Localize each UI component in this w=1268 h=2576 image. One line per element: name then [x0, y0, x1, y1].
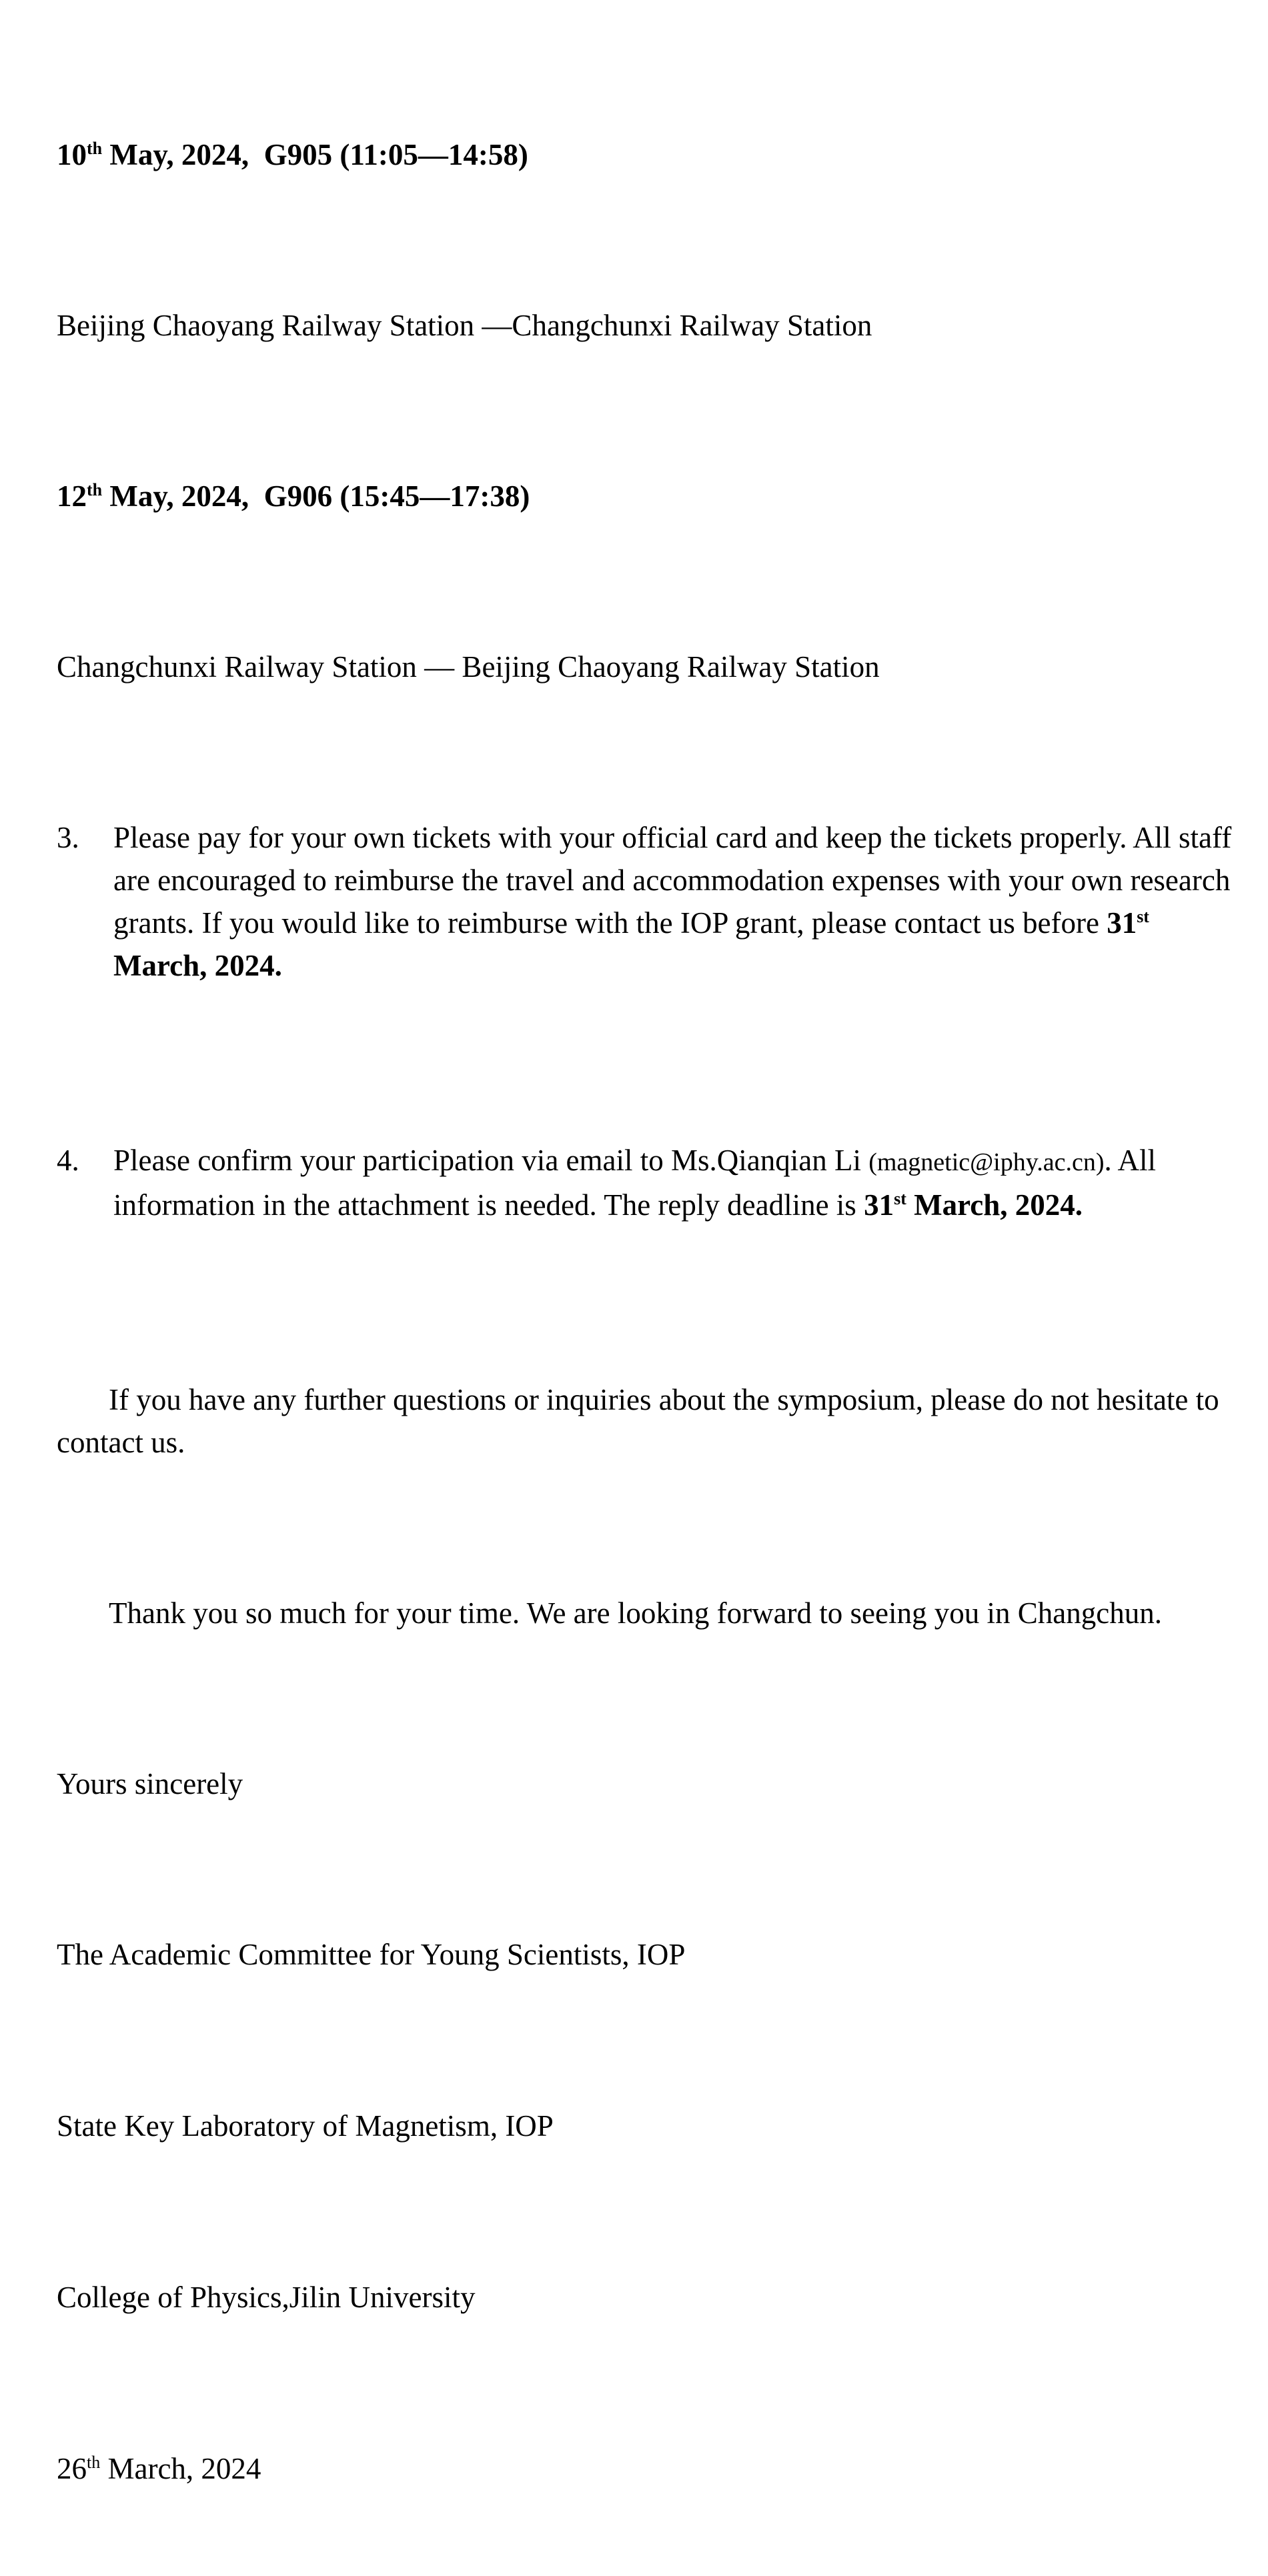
contact-email: (magnetic@iphy.ac.cn)	[868, 1148, 1105, 1176]
list-item-4-text	[113, 1139, 1241, 1226]
list-item-4-number: 4.	[57, 1144, 79, 1177]
letter-date	[57, 2447, 1241, 2491]
paragraph-thanks	[57, 1592, 1241, 1634]
train2-ordinal: th	[87, 480, 103, 499]
list-item-4	[57, 1139, 1241, 1226]
route1-text: Beijing Chaoyang Railway Station —Changchunxi Railway Station	[57, 309, 872, 342]
item3-deadline-rest: March, 2024.	[113, 906, 1157, 982]
item4-deadline-rest: March, 2024.	[906, 1188, 1083, 1222]
train1-day: 10	[57, 138, 87, 171]
item3-deadline-day: 31	[1107, 906, 1137, 940]
train-route-1	[57, 304, 1241, 347]
date-day: 26	[57, 2452, 87, 2485]
train1-details: May, 2024, G905 (11:05—14:58)	[102, 138, 528, 171]
train-route-2	[57, 646, 1241, 688]
list-item-3-number: 3.	[57, 821, 79, 854]
signature-college-text: College of Physics,Jilin University	[57, 2281, 476, 2314]
train2-day: 12	[57, 479, 87, 513]
closing-salutation	[57, 1762, 1241, 1805]
item4-deadline-ordinal: st	[894, 1189, 906, 1208]
signature-laboratory	[57, 2105, 1241, 2148]
item4-body-start: Please confirm your participation via email to Ms.Qianqian Li	[113, 1144, 869, 1177]
train1-ordinal: th	[87, 139, 103, 158]
train-schedule-1	[57, 133, 1241, 176]
list-item-3-text	[113, 816, 1241, 987]
closing-text: Yours sincerely	[57, 1767, 243, 1800]
date-rest: March, 2024	[100, 2452, 261, 2485]
paragraph-questions	[57, 1378, 1241, 1464]
date-ordinal: th	[87, 2453, 101, 2472]
item4-body-rest: . All information in the attachment is needed. The reply deadline is	[113, 1144, 1164, 1222]
signature-college	[57, 2276, 1241, 2319]
item3-deadline-ordinal: st	[1137, 907, 1149, 926]
signature-committee-text: The Academic Committee for Young Scientists, IOP	[57, 1938, 686, 1971]
paragraph-thanks-text: Thank you so much for your time. We are looking forward to seeing you in Changchun.	[109, 1596, 1162, 1630]
item4-deadline-day: 31	[864, 1188, 894, 1222]
signature-committee	[57, 1933, 1241, 1977]
list-item-3	[57, 816, 1241, 987]
item3-body: Please pay for your own tickets with your official card and keep the tickets properly. All staff are encouraged to reimburse the travel and accommodation expenses with your own research grants. If you would like to reimburse with the IOP grant, please contact us before	[113, 821, 1239, 940]
signature-laboratory-text: State Key Laboratory of Magnetism, IOP	[57, 2109, 554, 2143]
train-schedule-2	[57, 475, 1241, 517]
train2-details: May, 2024, G906 (15:45—17:38)	[102, 479, 530, 513]
route2-text: Changchunxi Railway Station — Beijing Chaoyang Railway Station	[57, 650, 880, 684]
paragraph-questions-text: If you have any further questions or inquiries about the symposium, please do not hesitate to contact us.	[57, 1383, 1227, 1459]
